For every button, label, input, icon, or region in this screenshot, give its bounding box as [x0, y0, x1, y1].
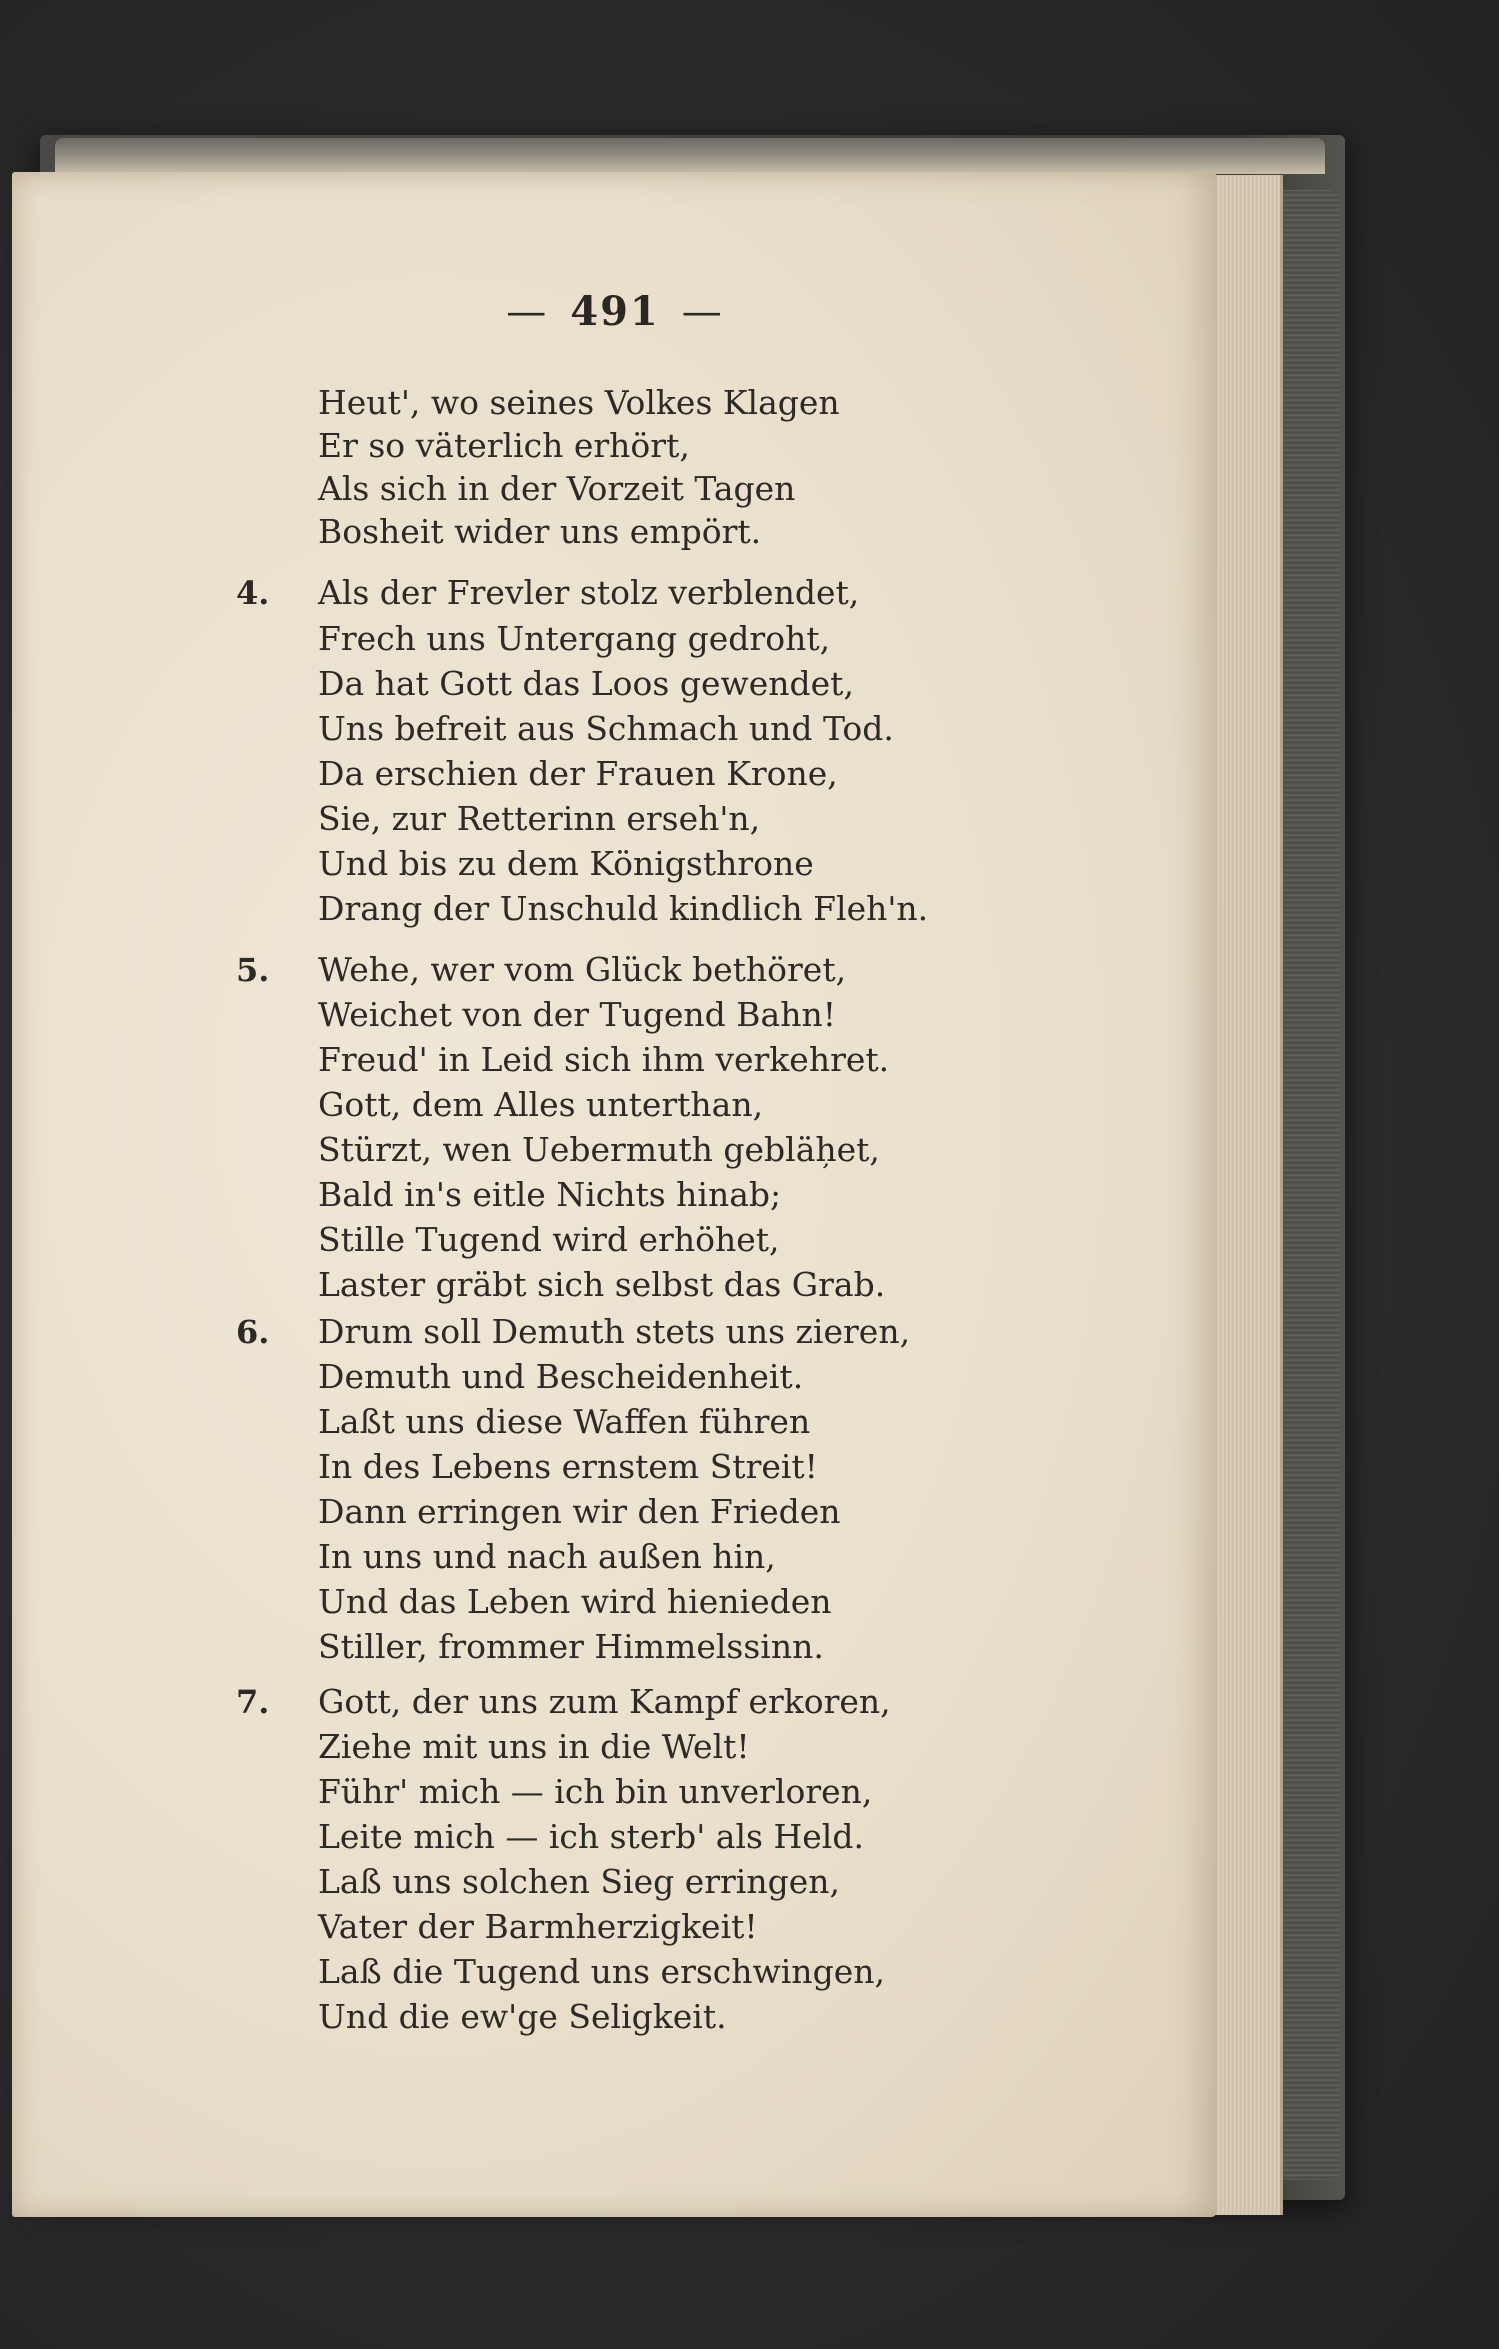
verse-line: Drum soll Demuth stets uns zieren,	[318, 1312, 911, 1351]
verse-line: Gott, der uns zum Kampf erkoren,	[318, 1682, 891, 1721]
verse-line: Laßt uns diese Waffen führen	[318, 1402, 811, 1441]
verse-line: Heut', wo seines Volkes Klagen	[318, 383, 840, 422]
verse-line: Dann erringen wir den Frieden	[318, 1492, 841, 1531]
verse-line: Laster gräbt sich selbst das Grab.	[318, 1265, 886, 1304]
verse-line: Freud' in Leid sich ihm verkehret.	[318, 1040, 890, 1079]
verse-line: Ziehe mit uns in die Welt!	[318, 1727, 750, 1766]
book-top-edge	[55, 138, 1325, 174]
verse-line: Leite mich — ich sterb' als Held.	[318, 1817, 864, 1856]
verse-line: Vater der Barmherzigkeit!	[318, 1907, 758, 1946]
verse-line: Laß die Tugend uns erschwingen,	[318, 1952, 885, 1991]
header-dash-left: —	[506, 289, 549, 335]
verse-line: Stille Tugend wird erhöhet,	[318, 1220, 780, 1259]
verse-line: Da erschien der Frauen Krone,	[318, 754, 838, 793]
verse-number: 6.	[236, 1313, 270, 1351]
verse-line: In uns und nach außen hin,	[318, 1537, 776, 1576]
verse-line: Stürzt, wen Uebermuth gebläh̦et,	[318, 1130, 880, 1169]
verse-line: In des Lebens ernstem Streit!	[318, 1447, 818, 1486]
verse-line: Als sich in der Vorzeit Tagen	[318, 469, 796, 508]
verse-line: Er so väterlich erhört,	[318, 426, 690, 465]
page-number: 491	[570, 288, 660, 335]
verse-line: Führ' mich — ich bin unverloren,	[318, 1772, 873, 1811]
verse-line: Frech uns Untergang gedroht,	[318, 619, 831, 658]
page-header	[0, 288, 1230, 335]
verse-line: Und die ew'ge Seligkeit.	[318, 1997, 727, 2036]
verse-line: Und das Leben wird hienieden	[318, 1582, 832, 1621]
verse-line: Laß uns solchen Sieg erringen,	[318, 1862, 841, 1901]
verse-line: Sie, zur Retterinn erseh'n,	[318, 799, 761, 838]
verse-line: Da hat Gott das Loos gewendet,	[318, 664, 854, 703]
verse-line: Bald in's eitle Nichts hinab;	[318, 1175, 782, 1214]
verse-number: 7.	[236, 1683, 270, 1721]
verse-line: Stiller, frommer Himmelssinn.	[318, 1627, 824, 1666]
verse-number: 4.	[236, 574, 270, 612]
verse-line: Und bis zu dem Königsthrone	[318, 844, 814, 883]
verse-line: Bosheit wider uns empört.	[318, 512, 762, 551]
header-dash-right: —	[681, 289, 724, 335]
verse-line: Uns befreit aus Schmach und Tod.	[318, 709, 894, 748]
verse-line: Weichet von der Tugend Bahn!	[318, 995, 836, 1034]
verse-line: Demuth und Bescheidenheit.	[318, 1357, 804, 1396]
verse-line: Als der Frevler stolz verblendet,	[318, 573, 860, 612]
verse-number: 5.	[236, 951, 270, 989]
verse-line: Wehe, wer vom Glück bethöret,	[318, 950, 847, 989]
verse-line: Drang der Unschuld kindlich Fleh'n.	[318, 889, 929, 928]
verse-line: Gott, dem Alles unterthan,	[318, 1085, 764, 1124]
